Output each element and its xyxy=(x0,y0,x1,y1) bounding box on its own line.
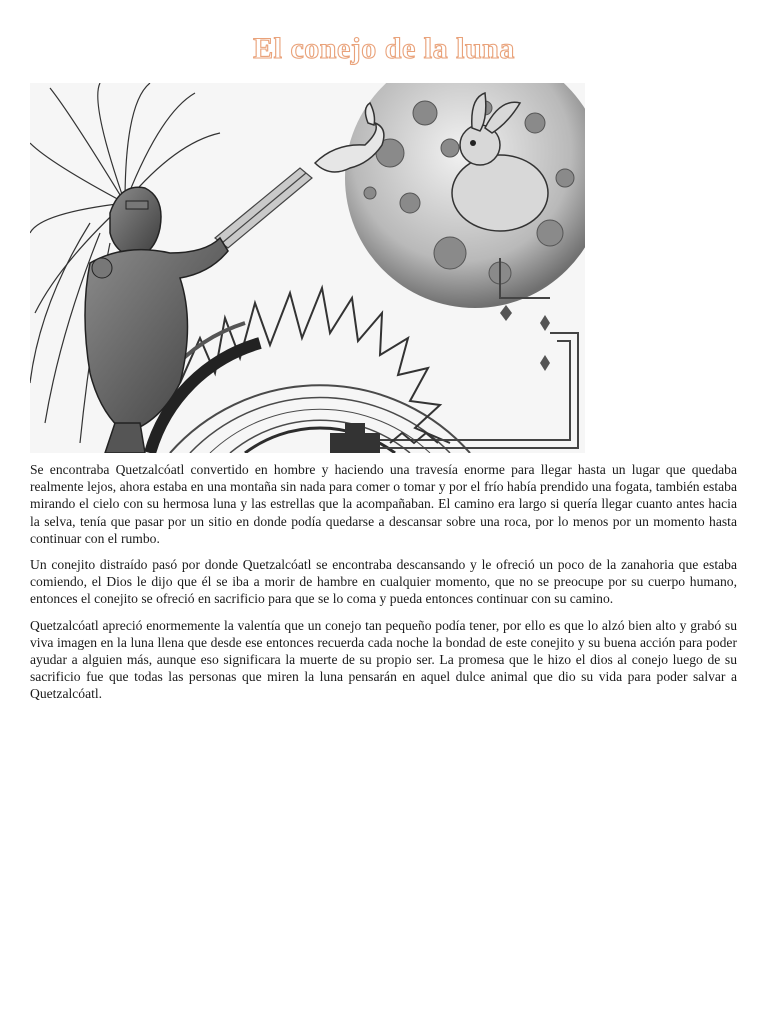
paragraph: Se encontraba Quetzalcóatl convertido en hombre y haciendo una travesía enorme para llegar hasta un lugar que quedaba realmente lejos, ahora estaba en una montaña sin nada para comer o tomar y por el frío había prendido una fogata, también estaba mirando el cielo con su hermosa luna y las estrellas que la acompañaban. El camino era largo si quería llegar cuanto antes hacia la selva, tenía que pasar por un sitio en donde podía quedarse a descansar sobre una roca, por lo menos por un momento hasta continuar con el rumbo. xyxy=(30,462,737,546)
paragraph: Quetzalcóatl apreció enormemente la valentía que un conejo tan pequeño podía tener, por ello es que lo alzó bien alto y grabó su viva imagen en la luna llena que desde ese entonces recuerda cada noche la bondad de este conejito y su buena acción para poder ayudar a alguien más, aunque eso significara la muerte de su propio ser. La promesa que le hizo el dios al conejo luego de su sacrificio fue que todas las personas que miren la luna pensarán en aquel dulce animal que dio su vida para poder salvar a Quetzalcóatl. xyxy=(30,617,737,702)
paragraph: Un conejito distraído pasó por donde Quetzalcóatl se encontraba descansando y le ofreció un poco de la zanahoria que estaba comiendo, el Dios le dijo que él se iba a morir de hambre en cualquier momento, que no se preocupe por su cuerpo humano, entonces el conejito se ofreció en sacrificio para que se lo coma y pueda entonces continuar con su camino. xyxy=(30,557,737,607)
story-text xyxy=(30,461,737,712)
quetzalcoatl-moon-rabbit-illustration xyxy=(30,83,585,453)
document-title: El conejo de la luna xyxy=(253,32,515,65)
